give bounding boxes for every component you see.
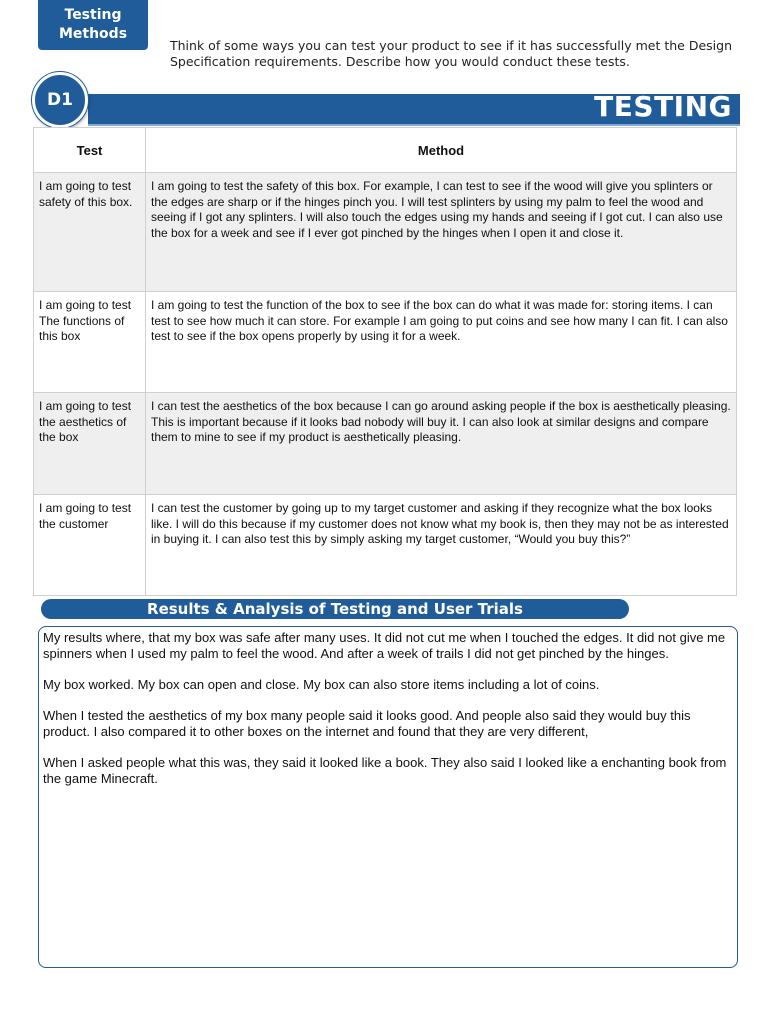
results-text-box[interactable] <box>38 626 738 968</box>
column-header-test: Test <box>34 128 146 173</box>
table-row <box>34 393 737 495</box>
column-header-method: Method <box>146 128 737 173</box>
results-paragraph: When I asked people what this was, they said it looked like a book. They also said I looked like a enchanting book from the game Minecraft. <box>43 755 727 786</box>
page-title: TESTING <box>594 90 732 123</box>
table-row <box>34 173 737 292</box>
method-cell[interactable]: I can test the customer by going up to my target customer and asking if they recognize what the box looks like. I will do this because if my customer does not know what my book is, then they may not be as interested in buying it. I can also test this by simply asking my target customer, “Would you buy this?” <box>146 495 737 596</box>
test-cell[interactable]: I am going to test the customer <box>34 495 146 596</box>
table-row <box>34 495 737 596</box>
test-cell[interactable]: I am going to test safety of this box. <box>34 173 146 292</box>
test-cell[interactable]: I am going to test The functions of this box <box>34 292 146 393</box>
section-tag-line2: Methods <box>58 26 128 42</box>
results-paragraph: My box worked. My box can open and close. My box can also store items including a lot of coins. <box>43 677 600 692</box>
instructions-text: Think of some ways you can test your product to see if it has successfully met the Design Specification requirements. Describe how you would conduct these tests. <box>170 38 733 69</box>
results-paragraph: When I tested the aesthetics of my box many people said it looks good. And people also said they would buy this product. I also compared it to other boxes on the internet and found that they are very different, <box>43 708 691 739</box>
results-section-header: Results & Analysis of Testing and User Trials <box>41 599 629 619</box>
method-cell[interactable]: I can test the aesthetics of the box because I can go around asking people if the box is aesthetically pleasing. This is important because if it looks bad nobody will buy it. I can also look at similar designs and compare them to mine to see if my product is aesthetically pleasing. <box>146 393 737 495</box>
table-header-row <box>34 128 737 173</box>
section-tag-line1: Testing <box>64 7 122 23</box>
testing-table <box>33 127 737 596</box>
section-tag <box>38 0 148 50</box>
title-banner <box>88 90 740 124</box>
method-cell[interactable]: I am going to test the safety of this box. For example, I can test to see if the wood will give you splinters or the edges are sharp or if the hinges pinch you. I will test splinters by using my palm to feel the wood and seeing if I got any splinters. I will also touch the edges using my hands and seeing if I got cut. I can also use the box for a week and see if I ever got pinched by the hinges when I open it and close it. <box>146 173 737 292</box>
banner-underline <box>88 124 740 126</box>
test-cell[interactable]: I am going to test the aesthetics of the box <box>34 393 146 495</box>
results-paragraph: My results where, that my box was safe after many uses. It did not cut me when I touched the edges. It did not give me spinners when I used my palm to feel the wood. And after a week of trails I did not get pinched by the hinges. <box>43 630 726 661</box>
method-cell[interactable]: I am going to test the function of the box to see if the box can do what it was made for: storing items. I can test to see how much it can store. For example I am going to put coins and see how many I can fit. I can also test to see if the box opens properly by using it for a week. <box>146 292 737 393</box>
section-badge: D1 <box>32 72 88 128</box>
table-row <box>34 292 737 393</box>
